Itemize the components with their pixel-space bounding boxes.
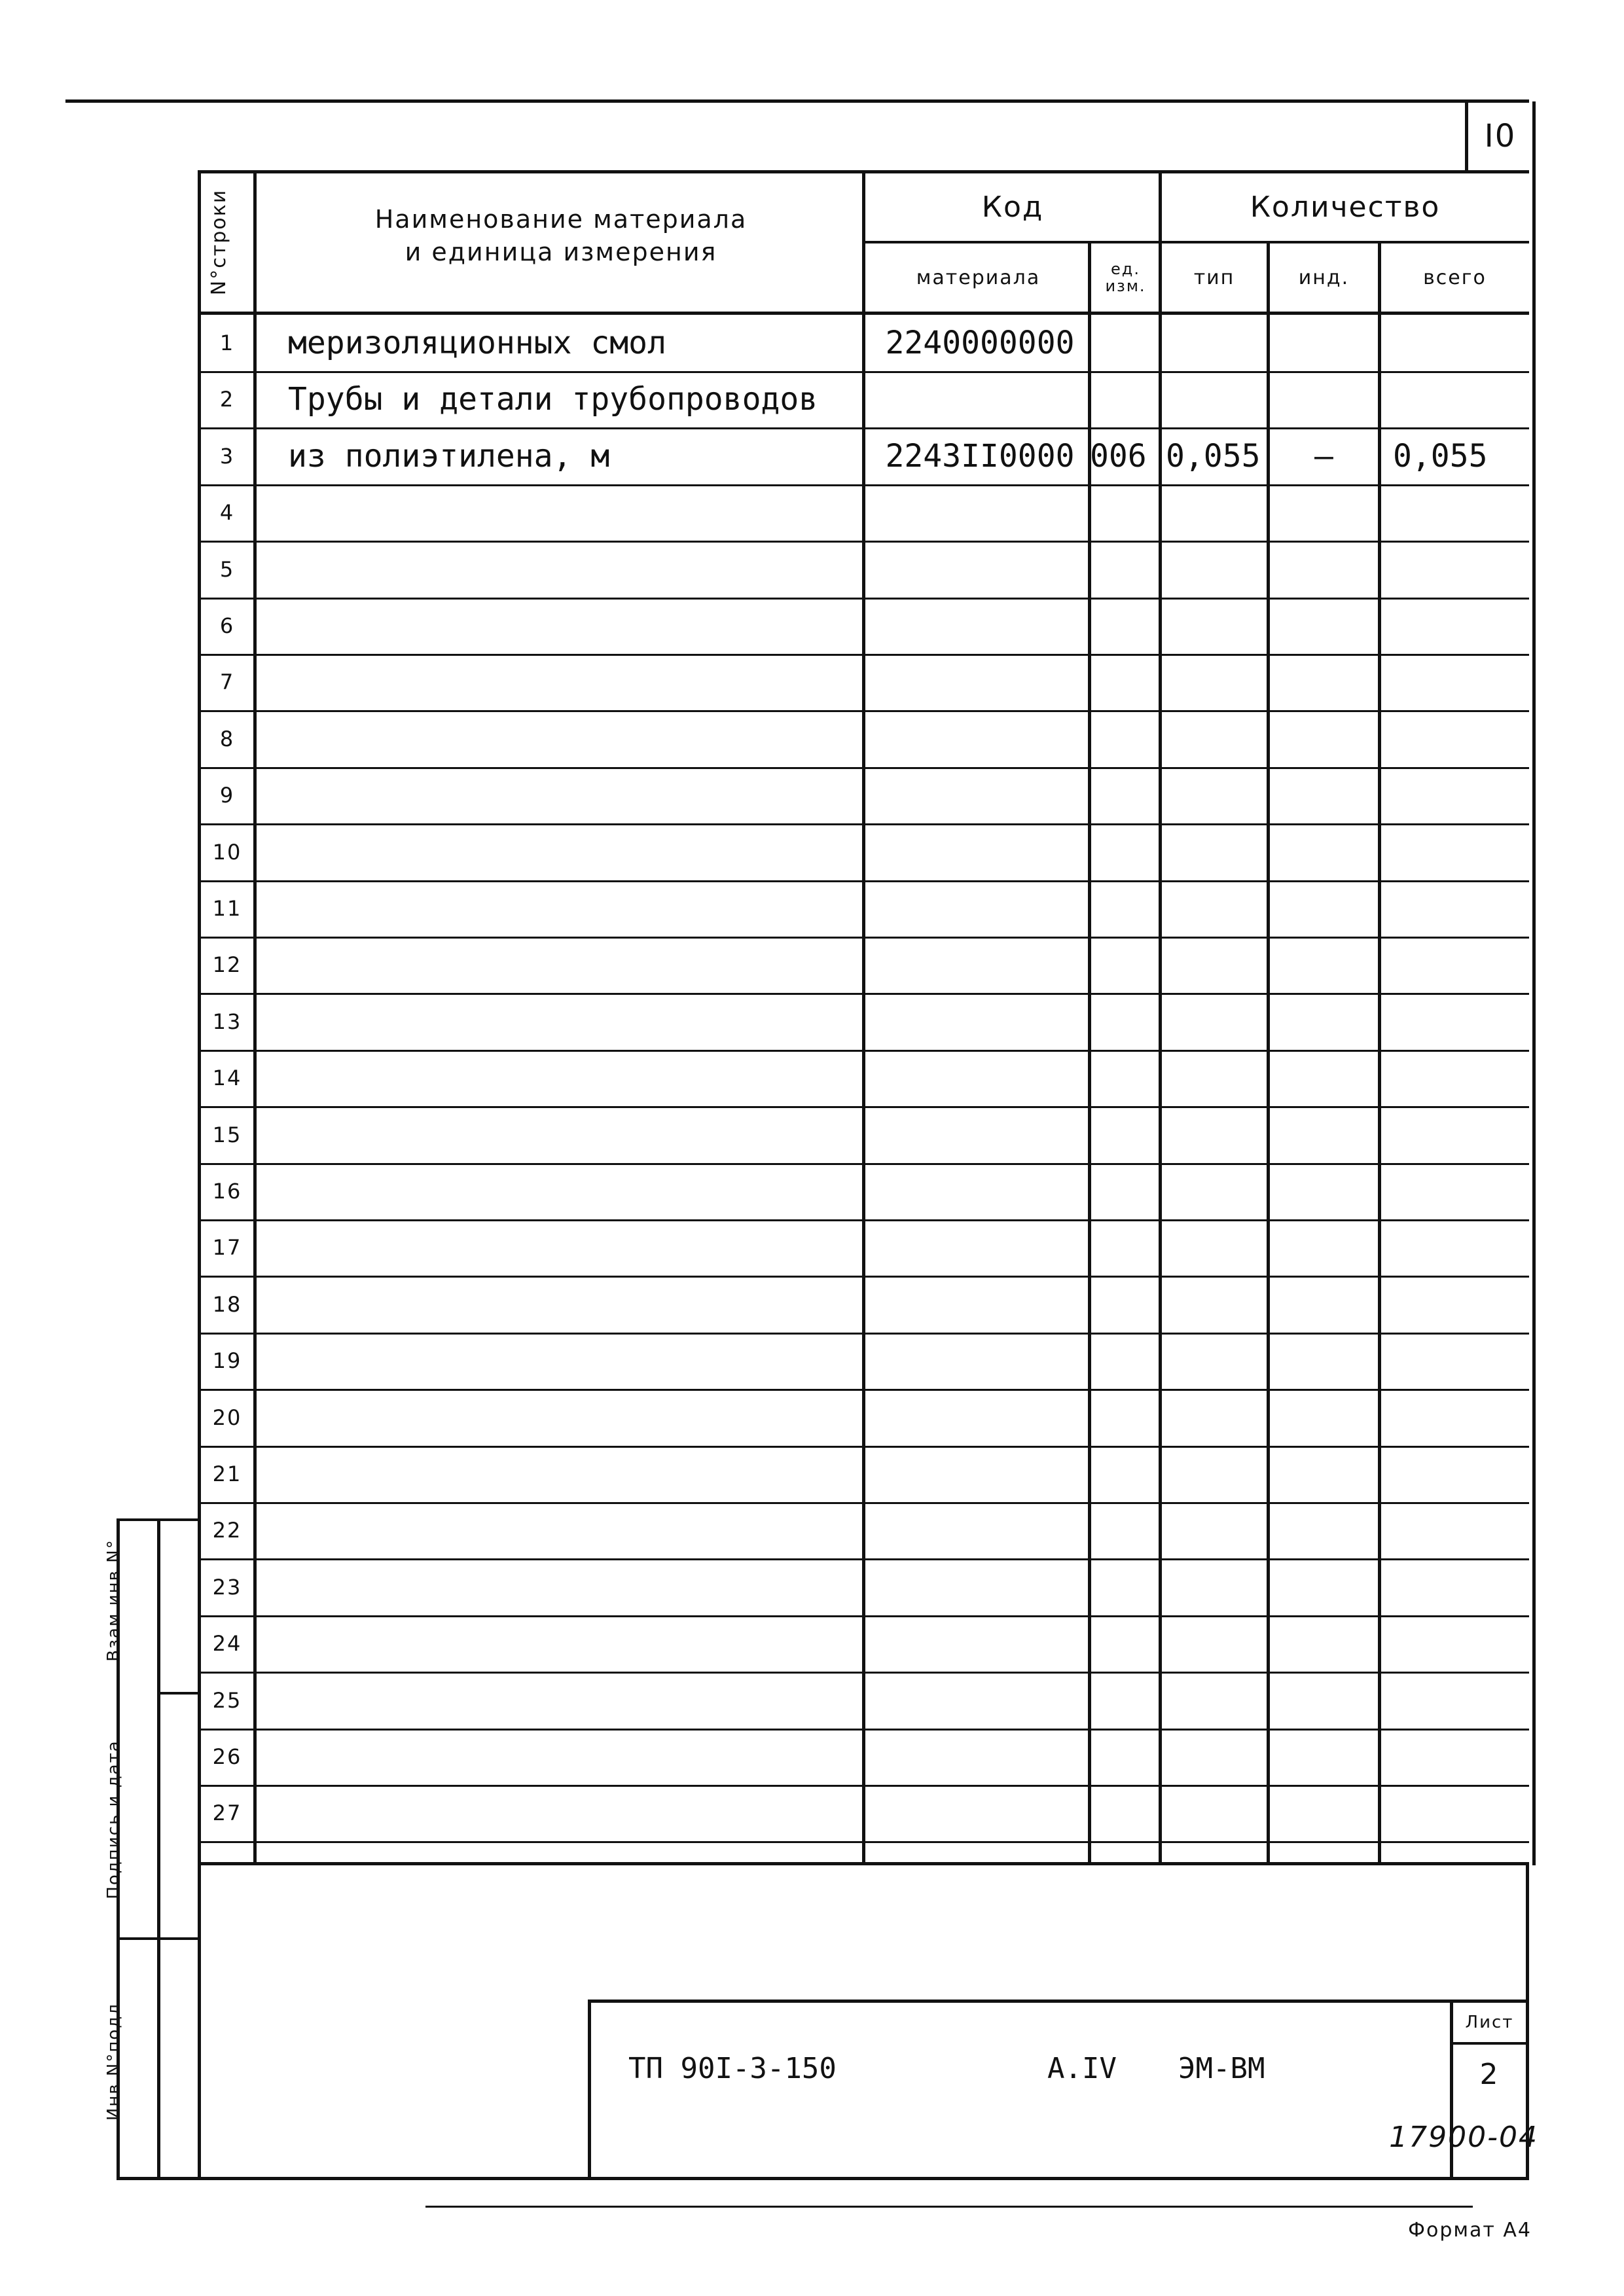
header-name-line2: и единица измерения bbox=[405, 238, 717, 266]
table-row bbox=[198, 1502, 1529, 1560]
table-row bbox=[198, 824, 1529, 882]
stamp-top bbox=[117, 1518, 200, 1521]
table-row bbox=[198, 1333, 1529, 1391]
header-name-line1: Наименование материала bbox=[374, 205, 748, 234]
table-row bbox=[198, 880, 1529, 939]
stamp-div-2 bbox=[117, 1937, 200, 1940]
sheet-bottom-line bbox=[117, 2177, 1529, 2180]
header-top-line-left bbox=[198, 170, 865, 173]
row-number: 24 bbox=[212, 1631, 242, 1656]
footer-rule bbox=[425, 2206, 1473, 2208]
unit-code bbox=[1090, 315, 1159, 371]
row-number: 11 bbox=[212, 896, 242, 921]
table-row bbox=[198, 1559, 1529, 1617]
row-number: 6 bbox=[219, 613, 235, 638]
qty-ind bbox=[1270, 371, 1378, 427]
title-block-left bbox=[588, 2000, 591, 2179]
row-number: 7 bbox=[219, 670, 235, 694]
header-qty-typ: тип bbox=[1193, 266, 1235, 289]
table-row bbox=[198, 1276, 1529, 1335]
table-row bbox=[198, 711, 1529, 769]
top-rule bbox=[65, 99, 1529, 103]
row-number: 16 bbox=[212, 1179, 242, 1204]
section-code: ЭМ-ВМ bbox=[1178, 2052, 1265, 2085]
table-row bbox=[198, 484, 1529, 543]
table-row bbox=[198, 1390, 1529, 1448]
table-row bbox=[198, 1729, 1529, 1787]
table-row bbox=[198, 937, 1529, 995]
table-row bbox=[198, 994, 1529, 1052]
header-row-no: N°строки bbox=[208, 188, 230, 296]
header-code: Код bbox=[981, 190, 1044, 224]
stamp-replaced-inv: Взам.инв.N° bbox=[104, 1539, 124, 1662]
header-code-unit: ед. изм. bbox=[1105, 260, 1146, 295]
row-number: 25 bbox=[212, 1688, 242, 1713]
archive-number: 17900-04 bbox=[1389, 2121, 1538, 2154]
row-number: 19 bbox=[212, 1348, 242, 1373]
material-code: 2240000000 bbox=[885, 325, 1075, 361]
row-number: 10 bbox=[212, 840, 242, 865]
row-number: 21 bbox=[212, 1462, 242, 1486]
title-block-top bbox=[588, 2000, 1529, 2003]
table-row bbox=[198, 1672, 1529, 1731]
row-number: 14 bbox=[212, 1066, 242, 1090]
row-number: 12 bbox=[212, 952, 242, 977]
row-number: 2 bbox=[219, 387, 235, 412]
unit-code: 006 bbox=[1090, 438, 1147, 475]
table-row bbox=[198, 598, 1529, 656]
sheet-number: 2 bbox=[1479, 2057, 1500, 2091]
frame-left-lower bbox=[198, 1865, 201, 2179]
qty-total: 0,055 bbox=[1393, 438, 1488, 475]
table-row bbox=[198, 1219, 1529, 1278]
qty-total bbox=[1381, 315, 1537, 371]
table-row bbox=[198, 541, 1529, 600]
sheet-label: Лист bbox=[1465, 2013, 1514, 2032]
material-code bbox=[865, 371, 1094, 427]
material-name: из полиэтилена, м bbox=[288, 438, 610, 475]
album: А.IV bbox=[1047, 2052, 1117, 2085]
table-row bbox=[198, 1446, 1529, 1504]
row-number: 20 bbox=[212, 1405, 242, 1430]
row-number: 8 bbox=[219, 726, 235, 751]
header-qty-total: всего bbox=[1423, 266, 1487, 289]
row-number: 17 bbox=[212, 1235, 242, 1260]
format-label: Формат А4 bbox=[1408, 2219, 1532, 2242]
row-number: 15 bbox=[212, 1122, 242, 1147]
row-number: 5 bbox=[219, 557, 235, 582]
row-number: 9 bbox=[219, 783, 235, 808]
row-number: 4 bbox=[219, 500, 235, 525]
table-row bbox=[198, 1615, 1529, 1674]
row-number: 22 bbox=[212, 1518, 242, 1543]
stamp-signature-date: Подпись и дата bbox=[104, 1740, 124, 1899]
stamp-inner-line bbox=[157, 1518, 160, 2179]
qty-total bbox=[1381, 371, 1537, 427]
page-number: I0 bbox=[1465, 101, 1536, 170]
table-row bbox=[198, 1785, 1529, 1843]
row-number: 13 bbox=[212, 1009, 242, 1034]
header-code-material: материала bbox=[916, 266, 1041, 289]
row-number: 26 bbox=[212, 1744, 242, 1769]
table-bottom-line bbox=[198, 1862, 1529, 1865]
material-name: меризоляционных смол bbox=[288, 325, 666, 361]
qty-typ bbox=[1162, 315, 1271, 371]
doc-code: ТП 90I-3-150 bbox=[628, 2052, 837, 2085]
row-number: 1 bbox=[219, 331, 235, 355]
header-quantity: Количество bbox=[1250, 190, 1441, 224]
row-number: 23 bbox=[212, 1575, 242, 1600]
stamp-div-1 bbox=[160, 1692, 200, 1695]
table-row bbox=[198, 654, 1529, 712]
table-row bbox=[198, 767, 1529, 825]
header-qty-ind: инд. bbox=[1298, 266, 1350, 289]
table-row bbox=[198, 1050, 1529, 1108]
stamp-inv-original: Инв.N°подл. bbox=[104, 1996, 124, 2121]
row-number: 18 bbox=[212, 1292, 242, 1317]
table-row bbox=[198, 1107, 1529, 1165]
table-row bbox=[198, 1163, 1529, 1221]
material-code: 2243II0000 bbox=[885, 438, 1075, 475]
material-name: Трубы и детали трубопроводов bbox=[288, 381, 818, 418]
qty-typ bbox=[1162, 371, 1271, 427]
row-number: 27 bbox=[212, 1801, 242, 1825]
unit-code bbox=[1090, 371, 1159, 427]
qty-ind bbox=[1270, 315, 1378, 371]
qty-typ: 0,055 bbox=[1166, 438, 1261, 475]
row-number: 3 bbox=[219, 444, 235, 469]
qty-ind: – bbox=[1314, 438, 1333, 475]
